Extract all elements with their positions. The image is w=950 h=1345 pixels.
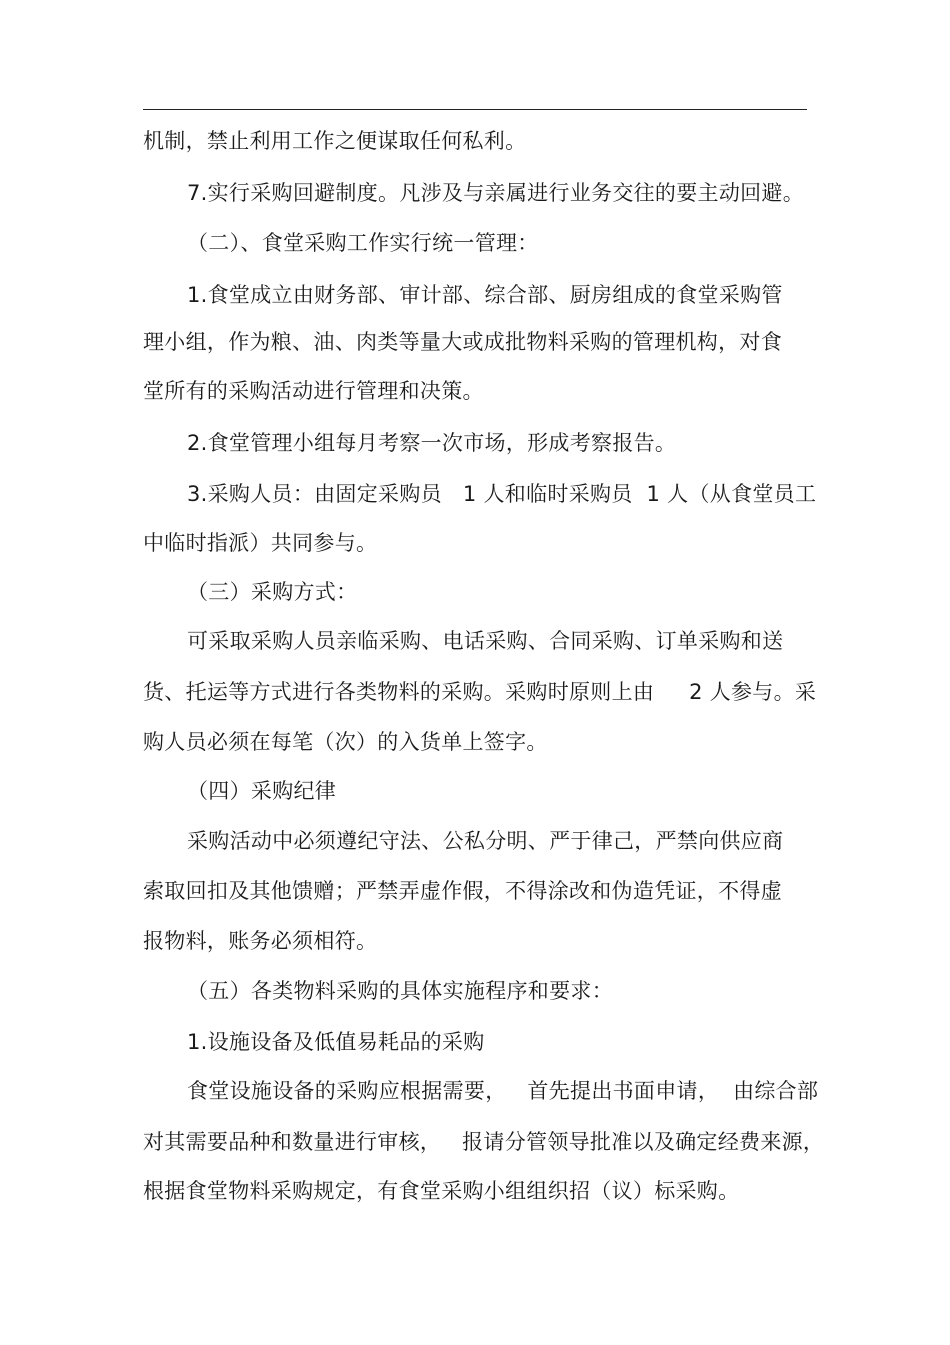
section-heading: （二）、食堂采购工作实行统一管理： <box>187 231 539 255</box>
text-line: 1.设施设备及低值易耗品的采购 <box>187 1030 485 1054</box>
text-line: 7.实行采购回避制度。凡涉及与亲属进行业务交往的要主动回避。 <box>187 181 805 205</box>
text-line: 索取回扣及其他馈赠；严禁弄虚作假，不得涂改和伪造凭证，不得虚 <box>143 879 782 903</box>
section-heading: （四）采购纪律 <box>187 779 337 803</box>
text-line: 堂所有的采购活动进行管理和决策。 <box>143 379 484 403</box>
header-rule <box>143 109 807 110</box>
text-line: 购人员必须在每笔（次）的入货单上签字。 <box>143 730 548 754</box>
text-line: 3.采购人员：由固定采购员 1 人和临时采购员 1 人（从食堂员工 <box>187 482 817 506</box>
text-line: 根据食堂物料采购规定，有食堂采购小组组织招（议）标采购。 <box>143 1179 740 1203</box>
text-line: 货、托运等方式进行各类物料的采购。采购时原则上由 2 人参与。采 <box>143 680 817 704</box>
text-line: 采购活动中必须遵纪守法、公私分明、严于律己，严禁向供应商 <box>187 829 784 853</box>
text-line: 报物料，账务必须相符。 <box>143 929 378 953</box>
section-heading: （三）采购方式： <box>187 580 358 604</box>
text-line: 机制，禁止利用工作之便谋取任何私利。 <box>143 129 527 153</box>
text-line: 1.食堂成立由财务部、审计部、综合部、厨房组成的食堂采购管 <box>187 283 783 307</box>
text-line: 食堂设施设备的采购应根据需要， 首先提出书面申请， 由综合部 <box>187 1079 819 1103</box>
text-line: 中临时指派）共同参与。 <box>143 531 378 555</box>
section-heading: （五）各类物料采购的具体实施程序和要求： <box>187 979 613 1003</box>
text-line: 可采取采购人员亲临采购、电话采购、合同采购、订单采购和送 <box>187 629 784 653</box>
text-line: 对其需要品种和数量进行审核， 报请分管领导批准以及确定经费来源， <box>143 1130 825 1154</box>
text-line: 理小组，作为粮、油、肉类等量大或成批物料采购的管理机构，对食 <box>143 330 782 354</box>
text-line: 2.食堂管理小组每月考察一次市场，形成考察报告。 <box>187 431 677 455</box>
